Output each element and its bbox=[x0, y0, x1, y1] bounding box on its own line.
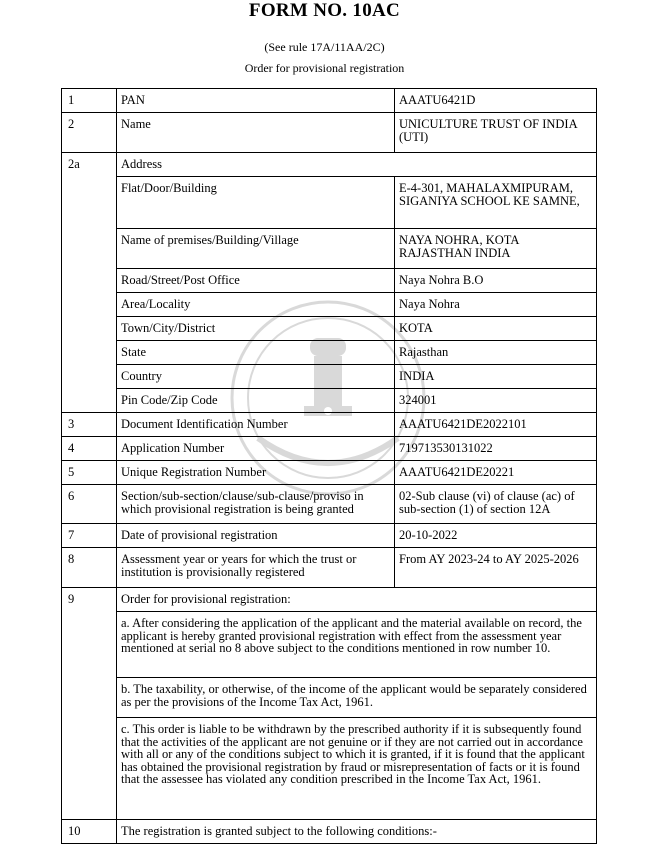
row-number: 9 bbox=[62, 588, 117, 820]
table-row bbox=[62, 153, 597, 177]
field-label: State bbox=[117, 341, 395, 365]
field-label: Pin Code/Zip Code bbox=[117, 389, 395, 413]
field-value: 719713530131022 bbox=[395, 437, 597, 461]
field-value: 02-Sub clause (vi) of clause (ac) of sub-section (1) of section 12A bbox=[395, 485, 597, 524]
row-number: 4 bbox=[62, 437, 117, 461]
field-label: Area/Locality bbox=[117, 293, 395, 317]
table-row bbox=[62, 177, 597, 229]
field-value: INDIA bbox=[395, 365, 597, 389]
field-label: Application Number bbox=[117, 437, 395, 461]
conditions-text: The registration is granted subject to the following conditions:- bbox=[117, 820, 597, 844]
field-label: Date of provisional registration bbox=[117, 524, 395, 548]
field-value: AAATU6421DE2022101 bbox=[395, 413, 597, 437]
field-value: From AY 2023-24 to AY 2025-2026 bbox=[395, 548, 597, 588]
field-label: Section/sub-section/clause/sub-clause/proviso in which provisional registration is being granted bbox=[117, 485, 395, 524]
form-title: FORM NO. 10AC bbox=[248, 0, 401, 21]
row-number: 7 bbox=[62, 524, 117, 548]
field-value: Naya Nohra bbox=[395, 293, 597, 317]
form-subtitle: Order for provisional registration bbox=[244, 61, 405, 75]
table-row bbox=[62, 293, 597, 317]
field-label: Flat/Door/Building bbox=[117, 177, 395, 229]
field-label: PAN bbox=[117, 89, 395, 113]
table-row bbox=[62, 113, 597, 153]
table-row bbox=[62, 389, 597, 413]
table-row bbox=[62, 485, 597, 524]
table-row bbox=[62, 524, 597, 548]
field-value: AAATU6421DE20221 bbox=[395, 461, 597, 485]
order-clause-b: b. The taxability, or otherwise, of the income of the applicant would be separately considered as per the provisions of the Income Tax Act, 1961. bbox=[117, 678, 597, 718]
field-value: UNICULTURE TRUST OF INDIA (UTI) bbox=[395, 113, 597, 153]
table-row bbox=[62, 317, 597, 341]
order-clause-c: c. This order is liable to be withdrawn by the prescribed authority if it is subsequently found that the activities of the applicant are not genuine or if they are not carried out in accordance with all or any of the conditions subject to which it is granted, if it is found that the applicant has obtained the provisional registration by fraud or misrepresentation of facts or it is found that the assessee has violated any condition prescribed in the Income Tax Act, 1961. bbox=[117, 718, 597, 820]
field-value: E-4-301, MAHALAXMIPURAM, SIGANIYA SCHOOL KE SAMNE, bbox=[395, 177, 597, 229]
row-number: 2a bbox=[62, 153, 117, 413]
field-label: Road/Street/Post Office bbox=[117, 269, 395, 293]
field-value: Rajasthan bbox=[395, 341, 597, 365]
field-value: KOTA bbox=[395, 317, 597, 341]
row-number: 6 bbox=[62, 485, 117, 524]
field-label: Name bbox=[117, 113, 395, 153]
field-value: 324001 bbox=[395, 389, 597, 413]
table-row bbox=[62, 89, 597, 113]
field-value: NAYA NOHRA, KOTA RAJASTHAN INDIA bbox=[395, 229, 597, 269]
table-row bbox=[62, 229, 597, 269]
field-label: Document Identification Number bbox=[117, 413, 395, 437]
row-number: 5 bbox=[62, 461, 117, 485]
registration-table bbox=[61, 88, 597, 844]
row-number: 3 bbox=[62, 413, 117, 437]
table-row bbox=[62, 269, 597, 293]
field-value: 20-10-2022 bbox=[395, 524, 597, 548]
row-number: 8 bbox=[62, 548, 117, 588]
field-label: Country bbox=[117, 365, 395, 389]
table-row bbox=[62, 820, 597, 844]
field-label: Unique Registration Number bbox=[117, 461, 395, 485]
order-clause-a: a. After considering the application of the applicant and the material available on record, the applicant is hereby granted provisional registration with effect from the assessment year mentioned at serial no 8 above subject to the conditions mentioned in row number 10. bbox=[117, 612, 597, 678]
field-value: AAATU6421D bbox=[395, 89, 597, 113]
order-heading: Order for provisional registration: bbox=[117, 588, 597, 612]
table-row bbox=[62, 413, 597, 437]
table-row bbox=[62, 548, 597, 588]
table-row bbox=[62, 437, 597, 461]
table-row bbox=[62, 678, 597, 718]
section-label-address: Address bbox=[117, 153, 597, 177]
table-row bbox=[62, 461, 597, 485]
row-number: 10 bbox=[62, 820, 117, 844]
field-value: Naya Nohra B.O bbox=[395, 269, 597, 293]
field-label: Name of premises/Building/Village bbox=[117, 229, 395, 269]
table-row bbox=[62, 612, 597, 678]
field-label: Assessment year or years for which the trust or institution is provisionally registered bbox=[117, 548, 395, 588]
row-number: 1 bbox=[62, 89, 117, 113]
field-label: Town/City/District bbox=[117, 317, 395, 341]
row-number: 2 bbox=[62, 113, 117, 153]
rule-reference: (See rule 17A/11AA/2C) bbox=[264, 40, 385, 54]
table-row bbox=[62, 365, 597, 389]
table-row bbox=[62, 718, 597, 820]
table-row bbox=[62, 588, 597, 612]
table-row bbox=[62, 341, 597, 365]
